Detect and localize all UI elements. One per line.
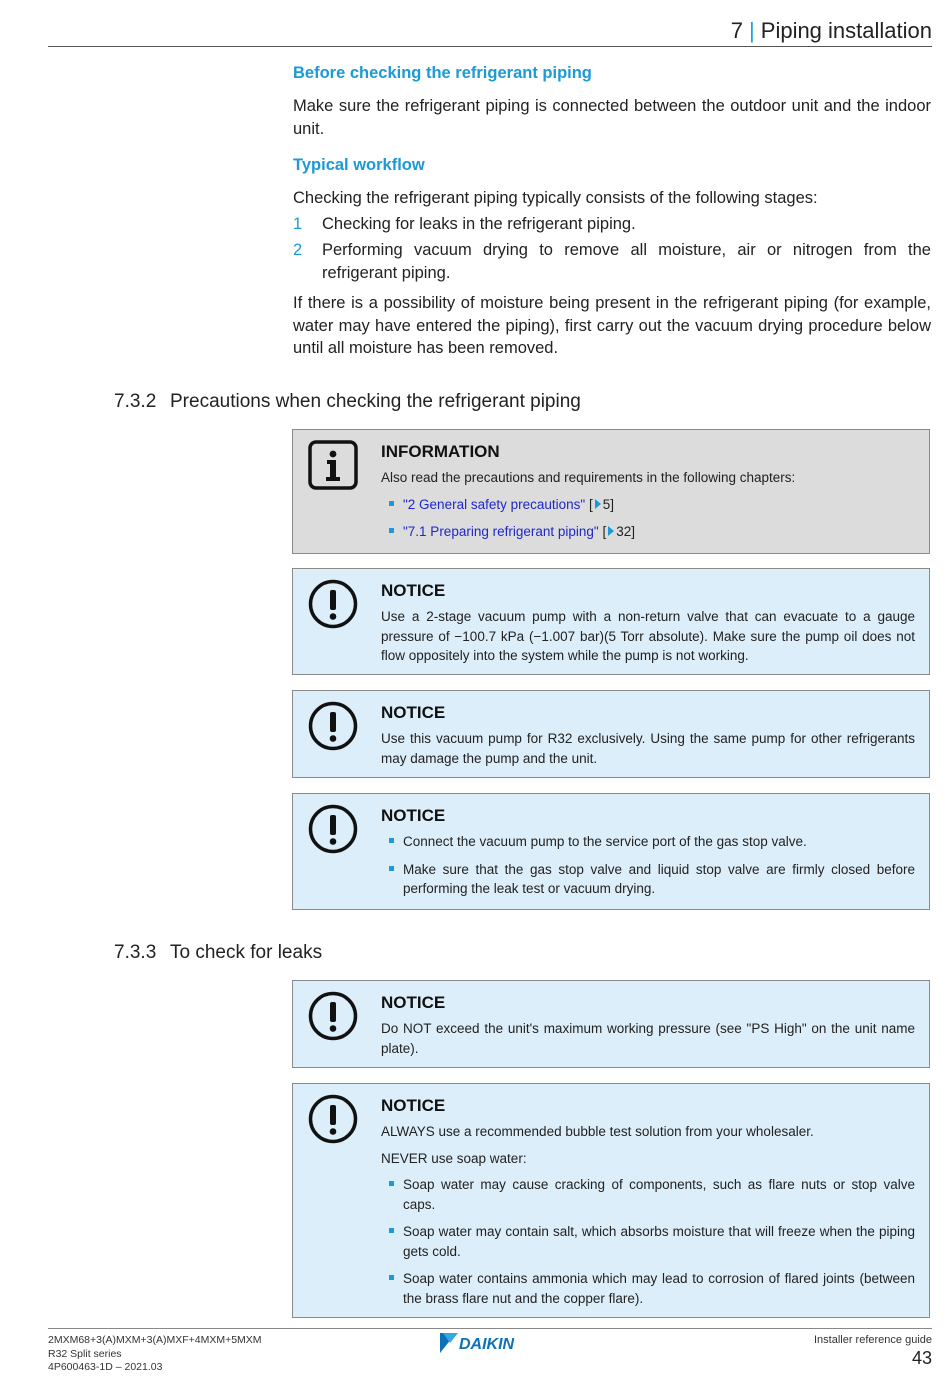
- section-heading-7-3-2: 7.3.2 Precautions when checking the refrigerant piping: [114, 391, 581, 412]
- bullet-icon: [389, 528, 394, 533]
- bullet-icon: [389, 866, 394, 871]
- exclamation-icon: [308, 991, 358, 1041]
- footer-divider: [48, 1328, 932, 1329]
- moisture-text: If there is a possibility of moisture being present in the refrigerant piping (for example, water may have entered the piping), first carry out the vacuum drying procedure below until all moisture has been removed.: [293, 294, 931, 357]
- box-text: ALWAYS use a recommended bubble test solution from your wholesaler.: [381, 1124, 814, 1139]
- workflow-step: [293, 239, 931, 284]
- page-number: 43: [911, 1348, 932, 1368]
- footer-series: R32 Split series: [48, 1347, 122, 1360]
- chapter-title: 7 | Piping installation: [730, 18, 932, 43]
- footer-doc-code: 4P600463-1D – 2021.03: [48, 1361, 163, 1373]
- workflow-intro-text: Checking the refrigerant piping typically consists of the following stages:: [293, 189, 818, 207]
- notice-box: [292, 1083, 930, 1318]
- page-ref[interactable]: 5: [602, 496, 611, 512]
- typical-workflow-heading: Typical workflow: [293, 156, 425, 174]
- footer-guide-info: [814, 1334, 932, 1369]
- page-header: [48, 14, 932, 47]
- notice-box: [292, 793, 930, 910]
- chapter-link-list: [381, 495, 915, 542]
- box-title: NOTICE: [381, 806, 446, 825]
- logo-wordmark: DAIKIN: [459, 1336, 515, 1353]
- notice-bullet-list: [381, 832, 915, 899]
- box-title: INFORMATION: [381, 442, 500, 461]
- step-text: Checking for leaks in the refrigerant piping.: [322, 215, 636, 233]
- workflow-step: [293, 213, 931, 236]
- box-title: NOTICE: [381, 1096, 446, 1115]
- bullet-icon: [389, 838, 394, 843]
- bullet-icon: [389, 1181, 394, 1186]
- exclamation-icon: [308, 701, 358, 751]
- bullet-icon: [389, 1228, 394, 1233]
- page-ref-arrow-icon: [595, 499, 601, 509]
- notice-bullet-list: [381, 1175, 915, 1308]
- exclamation-icon: [308, 1094, 358, 1144]
- information-box: [292, 429, 930, 554]
- footer-document-info: [48, 1334, 262, 1375]
- list-item: Soap water may contain salt, which absorbs moisture that will freeze when the piping gets cold.: [381, 1222, 915, 1261]
- box-title: NOTICE: [381, 703, 446, 722]
- footer-guide-title: Installer reference guide: [813, 1334, 932, 1346]
- info-icon: [308, 440, 358, 490]
- bullet-icon: [389, 501, 394, 506]
- exclamation-icon: [308, 804, 358, 854]
- before-checking-heading: Before checking the refrigerant piping: [293, 64, 592, 82]
- box-title: NOTICE: [381, 581, 446, 600]
- footer-models: 2MXM68+3(A)MXM+3(A)MXF+4MXM+5MXM: [48, 1334, 262, 1346]
- section-heading-7-3-3: 7.3.3 To check for leaks: [114, 942, 323, 963]
- link-preparing-refrigerant-piping[interactable]: "7.1 Preparing refrigerant piping": [403, 524, 599, 539]
- box-text: Use this vacuum pump for R32 exclusively. Using the same pump for other refrigerants may damage the pump and the unit.: [381, 731, 915, 766]
- box-text: Use a 2-stage vacuum pump with a non-return valve that can evacuate to a gauge pressure of −100.7 kPa (−1.007 bar)(5 Torr absolute). Make sure the pump oil does not flow oppositely into the system while the pump is not working.: [381, 609, 915, 663]
- notice-box: [292, 568, 930, 675]
- page-ref-arrow-icon: [608, 526, 614, 536]
- step-number: 1: [293, 215, 303, 233]
- list-item: Soap water may cause cracking of components, such as flare nuts or stop valve caps.: [381, 1175, 915, 1214]
- list-item: "2 General safety precautions" [ 5]: [381, 495, 915, 515]
- link-general-safety-precautions[interactable]: "2 General safety precautions": [403, 496, 586, 512]
- bullet-icon: [389, 1275, 394, 1280]
- before-checking-text: Make sure the refrigerant piping is connected between the outdoor unit and the indoor unit.: [293, 97, 931, 138]
- page-ref[interactable]: 32: [616, 524, 632, 539]
- list-item: Soap water contains ammonia which may lead to corrosion of flared joints (between the brass flare nut and the copper flare).: [381, 1269, 915, 1308]
- notice-box: [292, 980, 930, 1068]
- notice-box: [292, 690, 930, 778]
- list-item: Make sure that the gas stop valve and liquid stop valve are firmly closed before performing the leak test or vacuum drying.: [381, 860, 915, 899]
- list-item: "7.1 Preparing refrigerant piping" [ 32]: [381, 522, 915, 542]
- step-number: 2: [293, 241, 303, 259]
- box-text: NEVER use soap water:: [381, 1150, 527, 1166]
- exclamation-icon: [308, 579, 358, 629]
- daikin-logo: [440, 1333, 540, 1353]
- box-text: Do NOT exceed the unit's maximum working pressure (see "PS High" on the unit name plate).: [381, 1021, 915, 1056]
- step-text: Performing vacuum drying to remove all moisture, air or nitrogen from the refrigerant piping.: [322, 241, 931, 282]
- list-item: Connect the vacuum pump to the service port of the gas stop valve.: [381, 832, 915, 852]
- box-text: Also read the precautions and requirements in the following chapters:: [381, 470, 796, 485]
- box-title: NOTICE: [381, 993, 446, 1012]
